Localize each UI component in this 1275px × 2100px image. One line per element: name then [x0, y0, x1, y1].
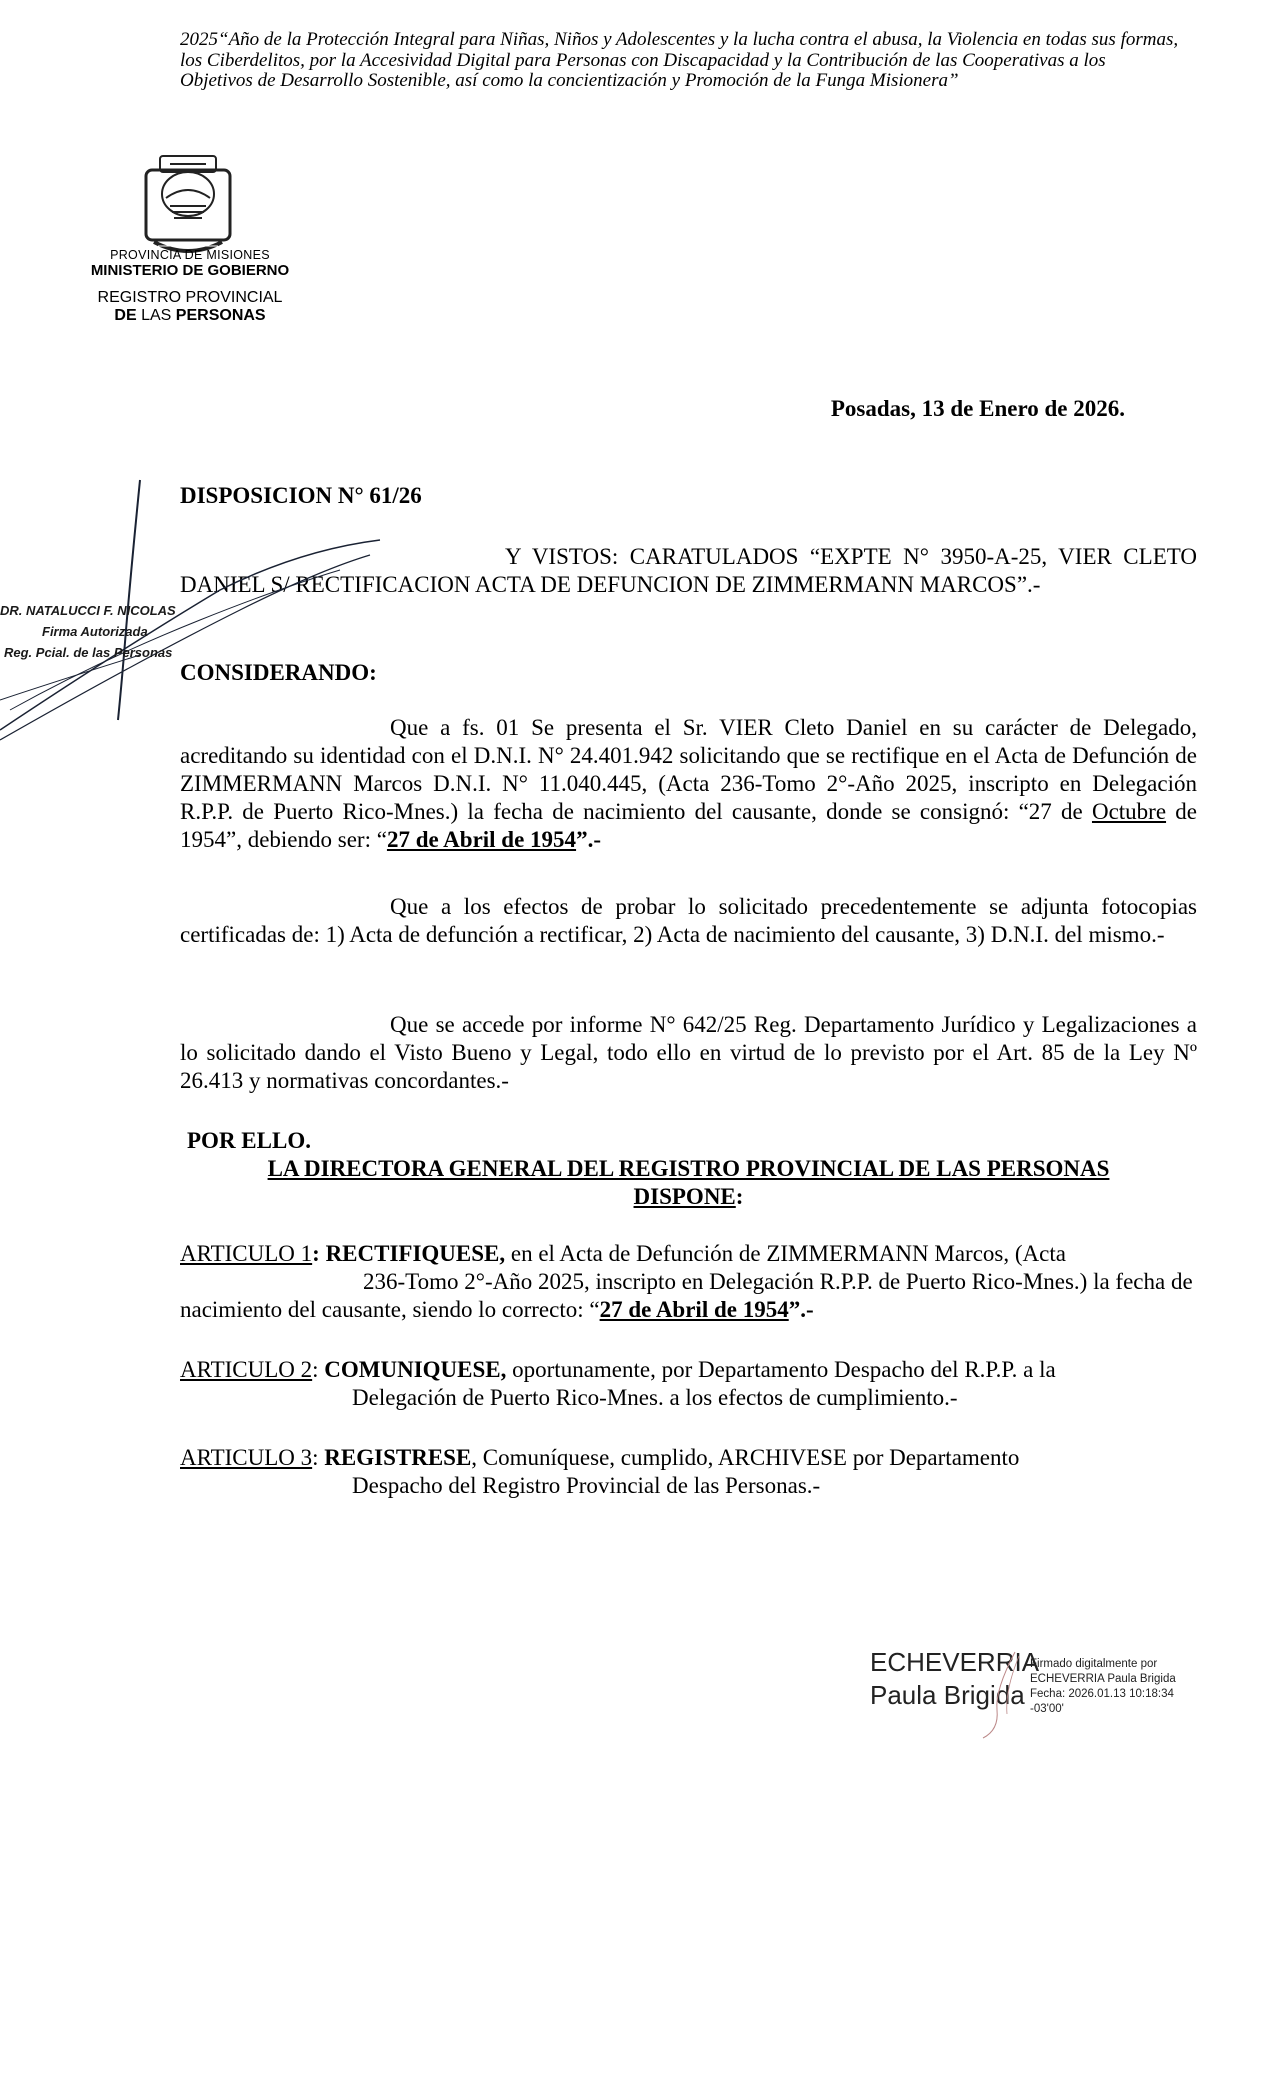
stamp-name: DR. NATALUCCI F. NICOLAS — [0, 603, 176, 618]
article-2-label: ARTICULO 2 — [180, 1357, 313, 1382]
digital-signature-name: ECHEVERRIA Paula Brigida — [870, 1647, 1040, 1710]
organization-block — [60, 248, 320, 325]
article-1-label: ARTICULO 1 — [180, 1241, 313, 1266]
registry-label-2: DE LAS PERSONAS — [114, 307, 266, 324]
article-3: ARTICULO 3: REGISTRESE, Comuníquese, cumplido, ARCHIVESE por Departamento Despacho del Registro Provincial de las Personas.- — [180, 1445, 1020, 1498]
digital-signature-meta: Firmado digitalmente por ECHEVERRIA Paula Brigida Fecha: 2026.01.13 10:18:34 -03'00' — [1030, 1658, 1176, 1715]
considerando-heading: CONSIDERANDO: — [180, 660, 377, 685]
province-label: PROVINCIA DE MISIONES — [110, 248, 270, 262]
signature-flourish-icon — [975, 1650, 1035, 1740]
considerando-paragraph-2: Que a los efectos de probar lo solicitado precedentemente se adjunta fotocopias certificadas de: 1) Acta de defunción a rectificar, 2) Acta de nacimiento del causante, 3) D.N.I. del mismo.- — [180, 894, 1197, 947]
ministry-label: MINISTERIO DE GOBIERNO — [90, 262, 290, 279]
document-date: Posadas, 13 de Enero de 2026. — [830, 396, 1125, 421]
header-motto: 2025“Año de la Protección Integral para Niñas, Niños y Adolescentes y la lucha contra el abusa, la Violencia en todas sus formas, los Ciberdelitos, por la Accesividad Digital para Personas con Discapacidad y la Contribución de las Cooperativas a los Objetivos de Desarrollo Sostenible, así como la concientización y Promoción de la Funga Misionera” — [180, 29, 1179, 91]
provincial-seal-icon — [140, 152, 236, 262]
article-1: ARTICULO 1: RECTIFIQUESE, en el Acta de Defunción de ZIMMERMANN Marcos, (Acta 236-Tomo 2°-Año 2025, inscripto en Delegación R.P.P. de Puerto Rico-Mnes.) la fecha de nacimiento del causante, siendo lo correcto: “27 de Abril de 1954”.- — [180, 1241, 1193, 1322]
article-3-label: ARTICULO 3 — [180, 1445, 313, 1470]
considerando-paragraph-3: Que se accede por informe N° 642/25 Reg. Departamento Jurídico y Legalizaciones a lo solicitado dando el Visto Bueno y Legal, todo ello en virtud de lo previsto por el Art. 85 de la Ley Nº 26.413 y normativas concordantes.- — [180, 1012, 1197, 1093]
stamp-role: Firma Autorizada — [42, 624, 148, 639]
por-ello-heading: POR ELLO. — [187, 1128, 311, 1153]
article-3-verb: REGISTRESE — [324, 1445, 472, 1470]
article-1-verb: RECTIFIQUESE, — [325, 1241, 506, 1266]
article-2: ARTICULO 2: COMUNIQUESE, oportunamente, por Departamento Despacho del R.P.P. a la Delegación de Puerto Rico-Mnes. a los efectos de cumplimiento.- — [180, 1357, 1056, 1410]
vistos-paragraph: Y VISTOS: CARATULADOS “EXPTE N° 3950-A-25, VIER CLETO DANIEL S/ RECTIFICACION ACTA DE DEFUNCION DE ZIMMERMANN MARCOS”.- — [180, 544, 1197, 597]
stamp-registry: Reg. Pcial. de las Personas — [4, 645, 173, 660]
authorization-stamp — [0, 600, 176, 663]
considerando-paragraph-1: Que a fs. 01 Se presenta el Sr. VIER Cleto Daniel en su carácter de Delegado, acreditando su identidad con el D.N.I. N° 24.401.942 solicitando que se rectifique en el Acta de Defunción de ZIMMERMANN Marcos D.N.I. N° 11.040.445, (Acta 236-Tomo 2°-Año 2025, inscripto en Delegación R.P.P. de Puerto Rico-Mnes.) la fecha de nacimiento del causante, donde se consignó: “27 de Octubre de 1954”, debiendo ser: “27 de Abril de 1954”.- — [180, 715, 1197, 852]
directora-heading: LA DIRECTORA GENERAL DEL REGISTRO PROVINCIAL DE LAS PERSONAS DISPONE: — [267, 1156, 1110, 1209]
article-2-verb: COMUNIQUESE, — [324, 1357, 507, 1382]
registry-label: REGISTRO PROVINCIAL — [97, 289, 283, 306]
disposition-number: DISPOSICION N° 61/26 — [180, 483, 422, 508]
